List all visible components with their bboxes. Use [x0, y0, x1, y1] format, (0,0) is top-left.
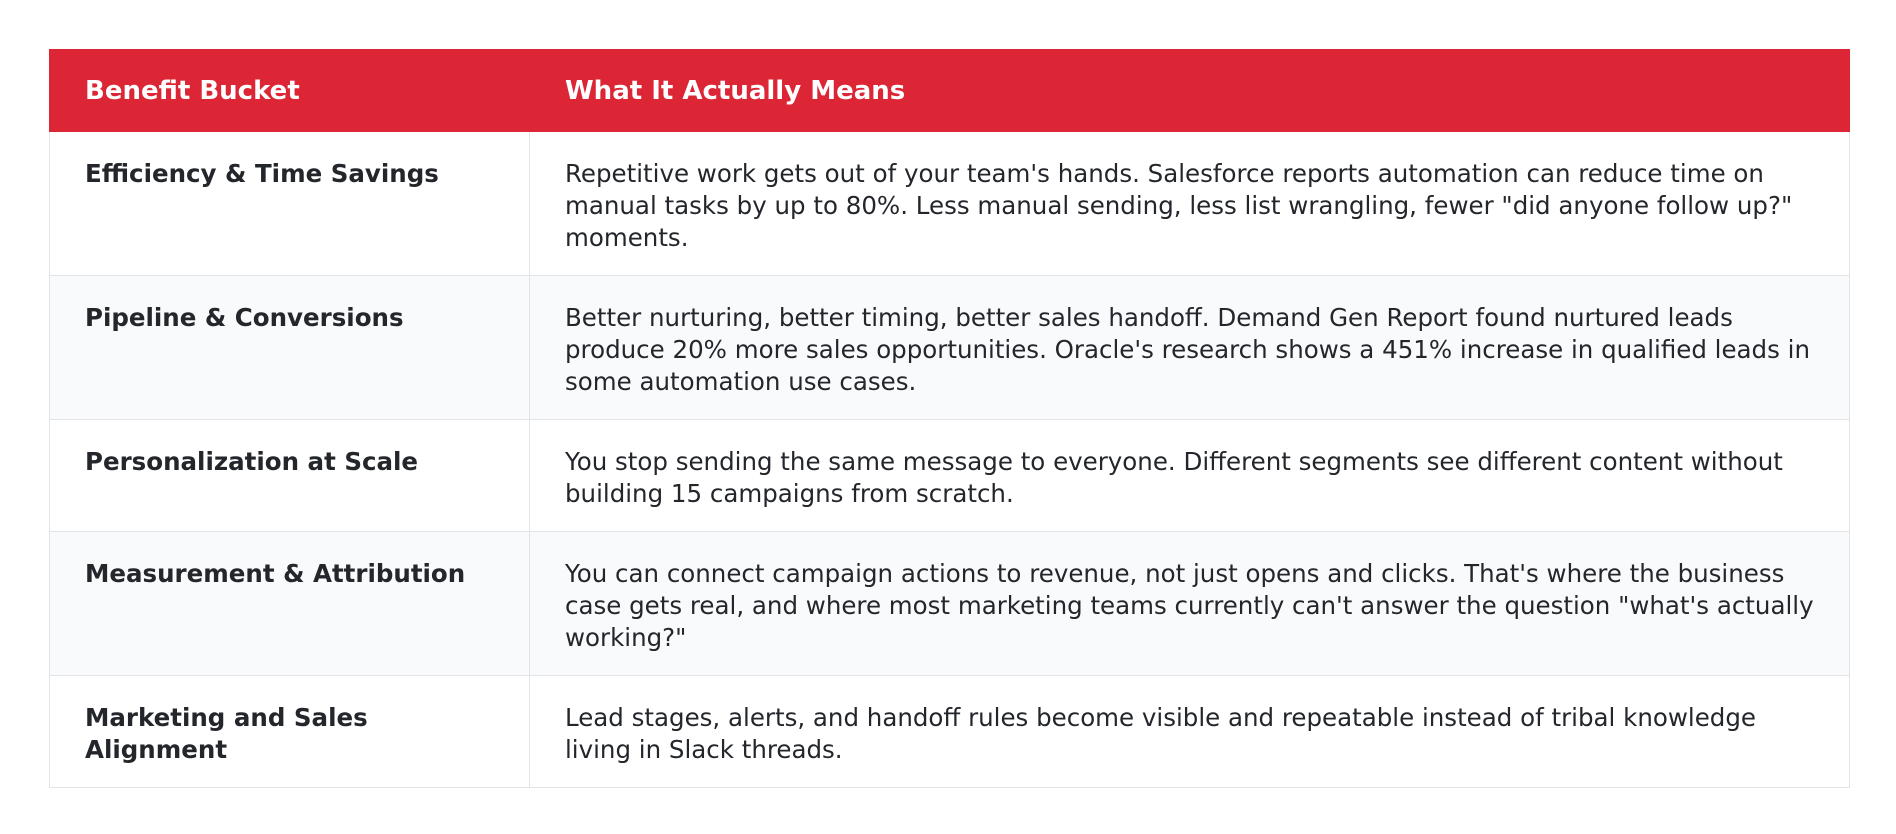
- table-row: [50, 420, 1850, 532]
- bucket-cell: Pipeline & Conversions: [50, 276, 530, 420]
- meaning-cell: Better nurturing, better timing, better sales handoff. Demand Gen Report found nurtured leads produce 20% more sales opportunities. Oracle's research shows a 451% increase in qualified leads in some automation use cases.: [530, 276, 1850, 420]
- table-row: [50, 132, 1850, 276]
- benefits-table-container: [49, 49, 1849, 788]
- meaning-cell: Repetitive work gets out of your team's hands. Salesforce reports automation can reduce time on manual tasks by up to 80%. Less manual sending, less list wrangling, fewer "did anyone follow up?" moments.: [530, 132, 1850, 276]
- bucket-cell: Marketing and Sales Alignment: [50, 676, 530, 788]
- table-row: [50, 676, 1850, 788]
- header-benefit-bucket: Benefit Bucket: [50, 50, 530, 132]
- table-row: [50, 276, 1850, 420]
- header-row: [50, 50, 1850, 132]
- table-row: [50, 532, 1850, 676]
- header-what-it-means: What It Actually Means: [530, 50, 1850, 132]
- benefits-table: [49, 49, 1850, 788]
- meaning-cell: Lead stages, alerts, and handoff rules become visible and repeatable instead of tribal knowledge living in Slack threads.: [530, 676, 1850, 788]
- bucket-cell: Personalization at Scale: [50, 420, 530, 532]
- meaning-cell: You can connect campaign actions to revenue, not just opens and clicks. That's where the business case gets real, and where most marketing teams currently can't answer the question "what's actually working?": [530, 532, 1850, 676]
- bucket-cell: Measurement & Attribution: [50, 532, 530, 676]
- bucket-cell: Efficiency & Time Savings: [50, 132, 530, 276]
- table-body: [50, 132, 1850, 788]
- table-header: [50, 50, 1850, 132]
- meaning-cell: You stop sending the same message to everyone. Different segments see different content without building 15 campaigns from scratch.: [530, 420, 1850, 532]
